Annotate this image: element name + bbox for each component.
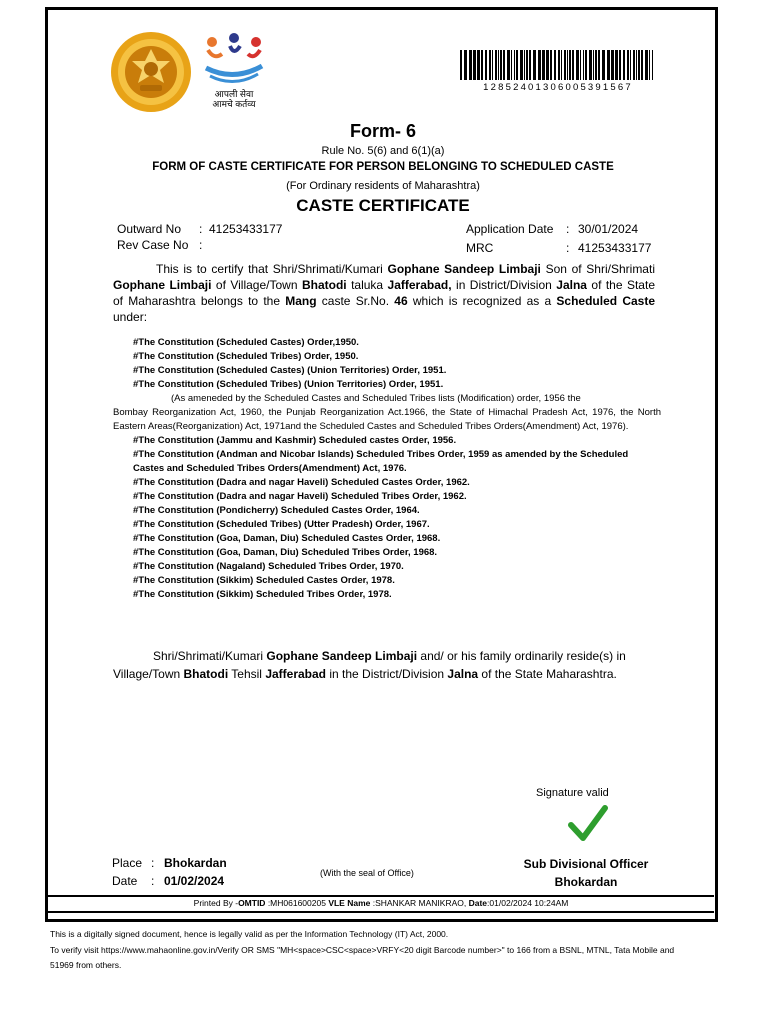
taluka-name: Jafferabad, bbox=[387, 278, 452, 292]
barcode-bar bbox=[598, 50, 600, 80]
signature-valid-text: Signature valid bbox=[536, 787, 609, 799]
barcode-bar bbox=[583, 50, 584, 80]
order-item: #The Constitution (Pondicherry) Scheduled Castes Order, 1964. bbox=[133, 505, 420, 516]
resident-tehsil: Jafferabad bbox=[265, 667, 327, 681]
barcode bbox=[460, 50, 656, 80]
barcode-bar bbox=[633, 50, 635, 80]
barcode-bar bbox=[533, 50, 536, 80]
printed-date-label: Date bbox=[468, 898, 488, 908]
barcode-bar bbox=[649, 50, 650, 80]
vle-label: VLE Name bbox=[328, 898, 371, 908]
barcode-bar bbox=[636, 50, 637, 80]
barcode-bar bbox=[564, 50, 566, 80]
orders-list bbox=[113, 336, 661, 602]
footer-divider-top bbox=[48, 895, 714, 897]
omtid-value: :MH061600205 bbox=[265, 898, 329, 908]
place-colon: : bbox=[151, 856, 155, 870]
resident-district: Jalna bbox=[447, 667, 479, 681]
caste-serial-number: 46 bbox=[394, 294, 408, 308]
form-heading: FORM OF CASTE CERTIFICATE FOR PERSON BELONGING TO SCHEDULED CASTE bbox=[152, 161, 614, 173]
verify-note: To verify visit https://www.mahaonline.gov.in/Verify OR SMS "MH<space>CSC<space>VRFY<20 digit Barcode number>" to 166 from a BSNL, MTNL, Tata Mobile and bbox=[50, 945, 675, 955]
residence-text: Shri/Shrimati/Kumari bbox=[153, 649, 267, 663]
footer-divider-bottom bbox=[48, 911, 714, 913]
father-name: Gophane Limbaji bbox=[113, 278, 212, 292]
barcode-bar bbox=[652, 50, 653, 80]
order-item: #The Constitution (Scheduled Castes) (Union Territories) Order, 1951. bbox=[133, 365, 447, 376]
barcode-bar bbox=[561, 50, 562, 80]
outward-value: 41253433177 bbox=[209, 222, 283, 236]
barcode-bar bbox=[611, 50, 614, 80]
order-item: #The Constitution (Dadra and nagar Haveli) Scheduled Castes Order, 1962. bbox=[133, 477, 470, 488]
barcode-bar bbox=[569, 50, 571, 80]
residence-text: Tehsil bbox=[228, 667, 266, 681]
aaple-caption-2: आमचे कर्तव्य bbox=[212, 99, 256, 109]
order-item: #The Constitution (Goa, Daman, Diu) Scheduled Castes Order, 1968. bbox=[133, 533, 441, 544]
date-value: 01/02/2024 bbox=[164, 874, 225, 888]
certify-text: of the State of Maharashtra belongs to the bbox=[113, 278, 655, 308]
rev-case-colon: : bbox=[199, 238, 203, 252]
date-colon: : bbox=[151, 874, 155, 888]
barcode-bar bbox=[645, 50, 648, 80]
omtid-label: OMTID bbox=[238, 898, 266, 908]
barcode-bar bbox=[514, 50, 515, 80]
rev-case-label: Rev Case No bbox=[117, 238, 189, 252]
barcode-bar bbox=[477, 50, 480, 80]
barcode-bar bbox=[469, 50, 472, 80]
caste-name: Mang bbox=[285, 294, 317, 308]
order-item: #The Constitution (Scheduled Tribes) (Utter Pradesh) Order, 1967. bbox=[133, 519, 430, 530]
district-name: Jalna bbox=[556, 278, 587, 292]
order-item: #The Constitution (Scheduled Tribes) Order, 1950. bbox=[133, 351, 359, 362]
barcode-bar bbox=[516, 50, 518, 80]
barcode-bar bbox=[460, 50, 462, 80]
barcode-bar bbox=[580, 50, 581, 80]
certify-text: of Village/Town bbox=[211, 278, 302, 292]
barcode-bar bbox=[607, 50, 610, 80]
barcode-bar bbox=[526, 50, 528, 80]
certify-paragraph bbox=[113, 261, 655, 325]
officer-title: Sub Divisional Officer bbox=[523, 857, 649, 871]
officer-place: Bhokardan bbox=[554, 875, 618, 889]
certify-text: under: bbox=[113, 310, 148, 324]
barcode-bar bbox=[615, 50, 618, 80]
printed-by bbox=[48, 898, 714, 908]
order-item: #The Constitution (Goa, Daman, Diu) Scheduled Tribes Order, 1968. bbox=[133, 547, 438, 558]
barcode-bar bbox=[524, 50, 525, 80]
barcode-bar bbox=[567, 50, 568, 80]
amendment-text-2: Bombay Reorganization Act, 1960, the Punjab Reorganization Act.1966, the State of Himachal Pradesh Act, 1976, the North Eastern Areas(Reorganization) Act, 1971and the Scheduled Castes and Scheduled Tribes Orders(Amendment) Act, 1976). bbox=[113, 407, 661, 432]
outward-label: Outward No bbox=[117, 222, 182, 236]
application-date-value: 30/01/2024 bbox=[578, 222, 639, 236]
barcode-bar bbox=[503, 50, 505, 80]
barcode-bar bbox=[572, 50, 574, 80]
barcode-bar bbox=[507, 50, 510, 80]
barcode-bar bbox=[500, 50, 502, 80]
village-name: Bhatodi bbox=[301, 278, 347, 292]
barcode-bar bbox=[498, 50, 499, 80]
barcode-bar bbox=[576, 50, 579, 80]
amendment-text-1: (As ameneded by the Scheduled Castes and Scheduled Tribes lists (Modification) order, 1956 the bbox=[171, 393, 581, 404]
order-item: #The Constitution (Scheduled Castes) Order,1950. bbox=[133, 337, 359, 348]
form-title: Form- 6 bbox=[349, 121, 416, 141]
order-item: #The Constitution (Andman and Nicobar Islands) Scheduled Tribes Order, 1959 as amended by the Scheduled Castes and Scheduled Tribes Orders(Amendment) Act, 1976. bbox=[133, 449, 629, 474]
order-item: #The Constitution (Dadra and nagar Haveli) Scheduled Tribes Order, 1962. bbox=[133, 491, 467, 502]
verify-note-cont: 51969 from others. bbox=[50, 960, 122, 970]
mrc-value: 41253433177 bbox=[578, 241, 652, 255]
certificate-title: CASTE CERTIFICATE bbox=[296, 196, 470, 215]
barcode-bar bbox=[638, 50, 640, 80]
barcode-bar bbox=[538, 50, 541, 80]
aaple-sarkar-logo bbox=[200, 32, 268, 114]
certify-text: caste Sr.No. bbox=[316, 294, 395, 308]
barcode-bar bbox=[589, 50, 592, 80]
certify-text: This is to certify that Shri/Shrimati/Kumari bbox=[156, 262, 388, 276]
barcode-bar bbox=[481, 50, 483, 80]
barcode-bar bbox=[627, 50, 629, 80]
barcode-bar bbox=[473, 50, 476, 80]
mrc-label: MRC bbox=[466, 241, 494, 255]
order-item: #The Constitution (Sikkim) Scheduled Tribes Order, 1978. bbox=[133, 589, 392, 600]
vle-value: :SHANKAR MANIKRAO, bbox=[370, 898, 469, 908]
order-item: #The Constitution (Sikkim) Scheduled Castes Order, 1978. bbox=[133, 575, 395, 586]
barcode-bar bbox=[495, 50, 497, 80]
barcode-bar bbox=[511, 50, 512, 80]
seal-note: (With the seal of Office) bbox=[320, 868, 414, 878]
resident-village: Bhatodi bbox=[183, 667, 229, 681]
barcode-bar bbox=[585, 50, 587, 80]
residents-note: (For Ordinary residents of Maharashtra) bbox=[286, 180, 480, 192]
applicant-name: Gophane Sandeep Limbaji bbox=[387, 262, 541, 276]
barcode-bar bbox=[520, 50, 523, 80]
barcode-bar bbox=[464, 50, 467, 80]
barcode-bar bbox=[641, 50, 643, 80]
residence-text: and/ or his family ordinarily reside(s) in Village/Town bbox=[113, 649, 626, 681]
barcode-bar bbox=[554, 50, 556, 80]
barcode-bar bbox=[630, 50, 631, 80]
certify-text: taluka bbox=[346, 278, 388, 292]
mrc-colon: : bbox=[566, 241, 570, 255]
outward-colon: : bbox=[199, 222, 203, 236]
digital-sign-note: This is a digitally signed document, hence is legally valid as per the Information Technology (IT) Act, 2000. bbox=[50, 929, 449, 939]
service-hands-icon bbox=[200, 32, 268, 84]
residence-text: of the State Maharashtra. bbox=[478, 667, 617, 681]
application-date-colon: : bbox=[566, 222, 570, 236]
barcode-bar bbox=[550, 50, 552, 80]
barcode-bar bbox=[546, 50, 549, 80]
order-item: #The Constitution (Nagaland) Scheduled Tribes Order, 1970. bbox=[133, 561, 404, 572]
resident-name: Gophane Sandeep Limbaji bbox=[266, 649, 418, 663]
certify-text: in District/Division bbox=[451, 278, 557, 292]
place-value: Bhokardan bbox=[164, 856, 227, 870]
printed-prefix: Printed By - bbox=[193, 898, 239, 908]
barcode-bar bbox=[623, 50, 625, 80]
check-icon bbox=[568, 803, 608, 843]
barcode-bar bbox=[558, 50, 560, 80]
caste-category: Scheduled Caste bbox=[556, 294, 656, 308]
date-label: Date bbox=[112, 874, 138, 888]
barcode-bar bbox=[492, 50, 493, 80]
residence-text: in the District/Division bbox=[326, 667, 448, 681]
application-date-label: Application Date bbox=[466, 222, 554, 236]
order-item: #The Constitution (Scheduled Tribes) (Union Territories) Order, 1951. bbox=[133, 379, 444, 390]
aaple-caption-1: आपली सेवा bbox=[214, 89, 254, 99]
place-label: Place bbox=[112, 856, 143, 870]
barcode-bar bbox=[542, 50, 545, 80]
barcode-bar bbox=[593, 50, 594, 80]
order-item: #The Constitution (Jammu and Kashmir) Scheduled castes Order, 1956. bbox=[133, 435, 457, 446]
barcode-bar bbox=[485, 50, 487, 80]
barcode-bar bbox=[602, 50, 605, 80]
certify-text: which is recognized as a bbox=[407, 294, 557, 308]
barcode-number: 12852401306005391567 bbox=[483, 82, 633, 93]
barcode-bar bbox=[595, 50, 597, 80]
residence-paragraph bbox=[113, 647, 661, 683]
rule-number: Rule No. 5(6) and 6(1)(a) bbox=[321, 145, 445, 157]
barcode-bar bbox=[529, 50, 531, 80]
barcode-bar bbox=[489, 50, 491, 80]
certify-text: Son of Shri/Shrimati bbox=[540, 262, 655, 276]
printed-date-value: :01/02/2024 10:24AM bbox=[487, 898, 569, 908]
barcode-bar bbox=[619, 50, 621, 80]
maharashtra-seal-icon bbox=[110, 31, 192, 113]
